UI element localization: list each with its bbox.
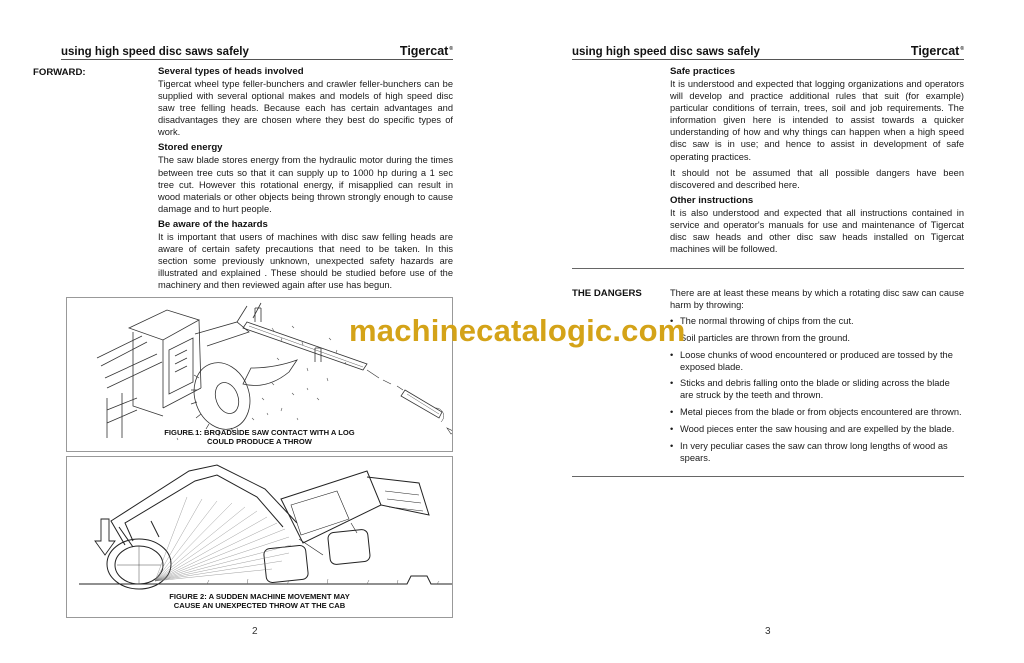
brand-name: Tigercat	[910, 44, 960, 58]
forward-text-column	[158, 66, 453, 295]
section-body: Tigercat wheel type feller-bunchers and crawler feller-bunchers can be supplied with several optional makes and models of high speed disc saw tree felling heads. Because each has certain advantages and disadvantages they are chosen where they best do specific types of work.	[158, 79, 453, 138]
practices-text-column	[670, 66, 964, 259]
section-body: It is important that users of machines with disc saw felling heads are aware of certain safety precautions that need to be taken. In this section some previously unknown, unexpected safety hazards are illustrated and explained . These should be studied before use of the machinery and then reviewed again after use has begun.	[158, 231, 453, 291]
figure-2	[66, 456, 453, 618]
list-item: • Wood pieces enter the saw housing and are expelled by the blade.	[670, 423, 964, 435]
dangers-intro: There are at least these means by which a rotating disc saw can cause harm by throwing:	[670, 288, 964, 311]
section-hazards	[158, 219, 453, 291]
running-header	[572, 43, 964, 60]
watermark: machinecatalogic.com	[349, 313, 686, 348]
list-item: • In very peculiar cases the saw can throw long lengths of wood as spears.	[670, 440, 964, 464]
section-paragraph: It is understood and expected that logging organizations and operators will develop and practice additional rules that suit (for example) particular conditions of terrain, trees, soil and job requirements. The information given here is intended to assist towards a quicker understanding of how and why things can happen when a high speed disc saw is in use; and hence to assist in development of safe operating practices.	[670, 79, 964, 162]
list-item: • Soil particles are thrown from the ground.	[670, 332, 964, 344]
section-heading: Other instructions	[670, 194, 754, 206]
list-item: • The normal throwing of chips from the cut.	[670, 315, 964, 327]
dangers-label: THE DANGERS	[572, 288, 642, 299]
dangers-text-column	[670, 287, 964, 468]
caption-line: CAUSE AN UNEXPECTED THROW AT THE CAB	[173, 601, 346, 610]
figure-1-caption	[67, 428, 452, 446]
caption-line: FIGURE 1: BROADSIDE SAW CONTACT WITH A LOG	[164, 428, 355, 437]
section-paragraph: It is also understood and expected that all instructions contained in service and operator's manuals for use and maintenance of Tigercat disc saw heads and other disc saw heads installed on Tigercat machines will be followed.	[670, 207, 964, 255]
section-heading: Stored energy	[158, 142, 223, 154]
dangers-list	[670, 315, 964, 464]
figure-2-caption	[67, 592, 452, 610]
running-title: using high speed disc saws safely	[61, 46, 249, 58]
section-heading: Safe practices	[670, 66, 736, 77]
registered-mark: ®	[449, 46, 453, 52]
section-heading: Be aware of the hazards	[158, 218, 268, 230]
running-title: using high speed disc saws safely	[572, 46, 760, 58]
section-paragraph: It should not be assumed that all possible dangers have been discovered and described here.	[670, 167, 964, 190]
forward-label: FORWARD:	[33, 67, 86, 78]
running-header	[61, 43, 453, 60]
list-item: • Sticks and debris falling onto the blade or sliding across the blade are struck by the teeth and thrown.	[670, 377, 964, 401]
brand-logo	[911, 44, 964, 58]
caption-line: COULD PRODUCE A THROW	[207, 437, 312, 446]
section-other-instructions	[670, 195, 964, 255]
section-heads-involved	[158, 66, 453, 138]
section-safe-practices	[670, 66, 964, 191]
page-number: 2	[252, 626, 258, 637]
list-item: • Loose chunks of wood encountered or produced are tossed by the exposed blade.	[670, 349, 964, 373]
page-number: 3	[765, 626, 771, 637]
section-heading: Several types of heads involved	[158, 66, 304, 77]
section-divider	[572, 476, 964, 477]
section-divider	[572, 268, 964, 269]
caption-line: FIGURE 2: A SUDDEN MACHINE MOVEMENT MAY	[169, 592, 350, 601]
list-item: • Metal pieces from the blade or from objects encountered are thrown.	[670, 406, 964, 418]
registered-mark: ®	[960, 46, 964, 52]
section-body: The saw blade stores energy from the hydraulic motor during the times between tree cuts so that it can supply up to 1000 hp during a 1 sec tree cut. However this rotational energy, if misapplied can result in wood materials or other objects being thrown strongly enough to cause damage and to hurt people.	[158, 155, 453, 214]
brand-name: Tigercat	[399, 44, 449, 58]
brand-logo	[400, 44, 453, 58]
section-stored-energy	[158, 142, 453, 214]
